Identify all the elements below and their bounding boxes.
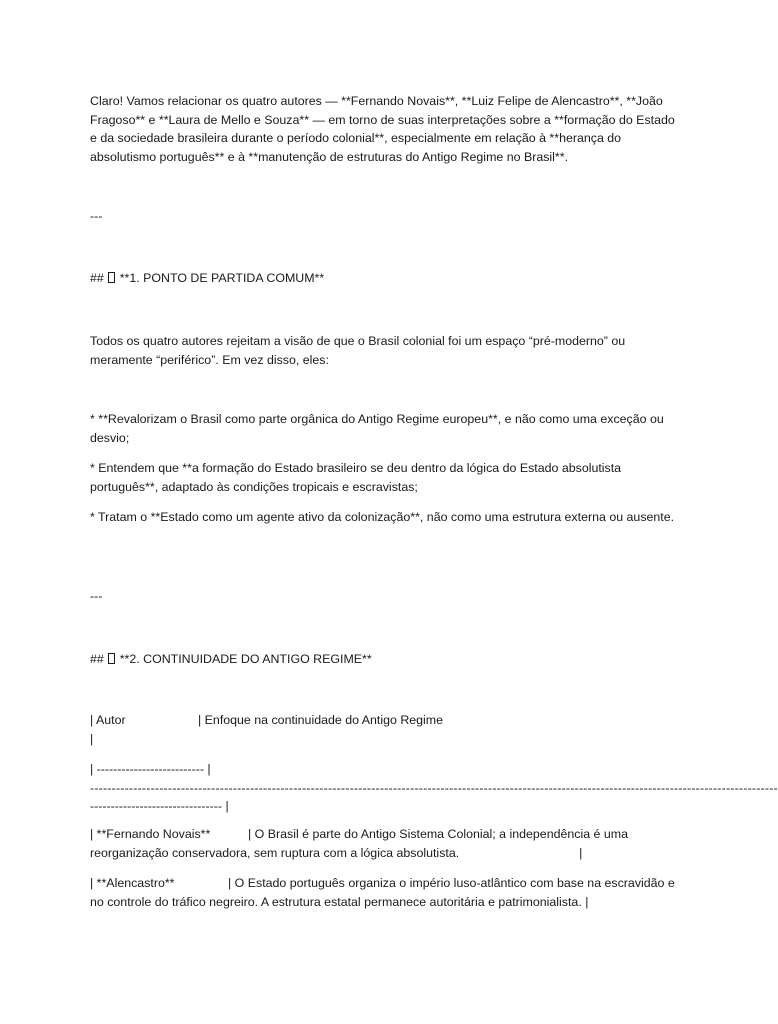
table-header-col2: | Enfoque na continuidade do Antigo Regime [198, 713, 444, 727]
heading-1 [90, 269, 682, 288]
table-row [90, 874, 682, 911]
table-cell-focus: | O Estado português organiza o império luso-atlântico com base na escravidão e no controle do tráfico negreiro. A estrutura estatal permanece autoritária e patrimonialista. [90, 876, 675, 909]
missing-glyph-icon [108, 653, 115, 664]
table-divider-long: --------------------------------------------------------------------------------------------------------------------------------------------------------------- [90, 780, 778, 795]
heading-2-text: **2. CONTINUIDADE DO ANTIGO REGIME** [119, 652, 372, 666]
table-row-end: | [585, 894, 589, 909]
bullet-item-1: * **Revalorizam o Brasil como parte orgânica do Antigo Regime europeu**, e não como uma exceção ou desvio; [90, 412, 664, 445]
table-divider [90, 760, 778, 816]
missing-glyph-icon [108, 272, 115, 283]
table-cell-author: | **Alencastro** [90, 876, 175, 890]
intro-paragraph: Claro! Vamos relacionar os quatro autores — **Fernando Novais**, **Luiz Felipe de Alencastro**, **João Fragoso** e **Laura de Mello e Souza** — em torno de suas interpretações sobre a **formação do Estado e da sociedade brasileira durante o período colonial**, especialmente em relação à **herança do absolutismo português** e à **manutenção de estruturas do Antigo Regime no Brasil**. [90, 94, 675, 164]
separator-2: --- [90, 589, 103, 603]
heading-1-text: **1. PONTO DE PARTIDA COMUM** [119, 271, 325, 285]
table-row-end: | [579, 845, 583, 860]
heading-2-prefix: ## [90, 652, 104, 666]
table-divider-end: -------------------------------- | [90, 799, 229, 813]
bullet-item-3: * Tratam o **Estado como um agente ativo da colonização**, não como uma estrutura externa ou ausente. [90, 510, 675, 524]
paragraph-1: Todos os quatro autores rejeitam a visão de que o Brasil colonial foi um espaço “pré-moderno” ou meramente “periférico”. Em vez disso, eles: [90, 334, 626, 367]
table-cell-author: | **Fernando Novais** [90, 827, 211, 841]
table-header [90, 711, 682, 748]
table-cell-focus: | O Brasil é parte do Antigo Sistema Colonial; a independência é uma reorganização conservadora, sem ruptura com a lógica absolutista. [90, 827, 628, 860]
heading-2 [90, 650, 682, 669]
separator-1: --- [90, 209, 103, 223]
heading-1-prefix: ## [90, 271, 104, 285]
table-divider-start: | -------------------------- | [90, 762, 211, 776]
table-header-end: | [90, 731, 94, 746]
table-row [90, 825, 682, 862]
bullet-item-2: * Entendem que **a formação do Estado brasileiro se deu dentro da lógica do Estado absolutista português**, adaptado às condições tropicais e escravistas; [90, 461, 622, 494]
table-header-col1: | Autor [90, 713, 126, 727]
